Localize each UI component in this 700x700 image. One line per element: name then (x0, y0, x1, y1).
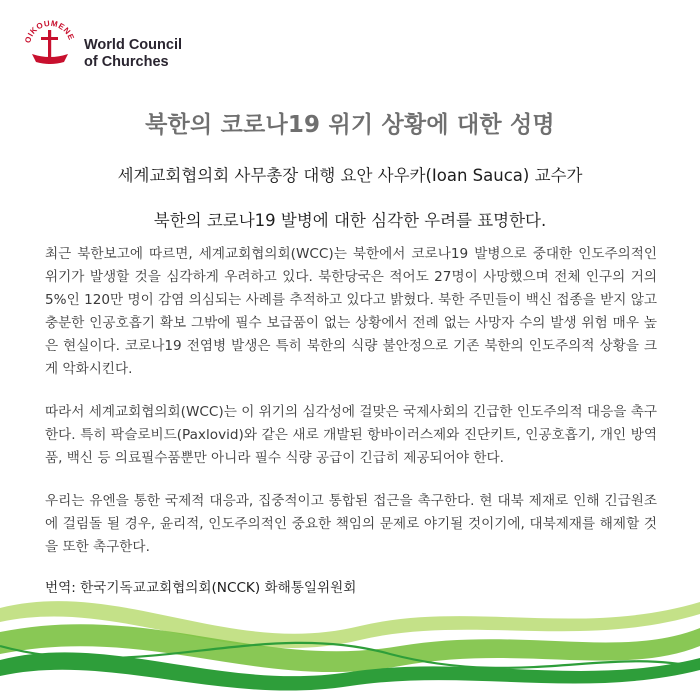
subtitle-concern: 북한의 코로나19 발병에 대한 심각한 우려를 표명한다. (153, 211, 547, 230)
subtitle-speaker: 세계교회협의회 사무총장 대행 요안 사우카(Ioan Sauca) 교수가 (117, 166, 583, 185)
page-title: 북한의 코로나19 위기 상황에 대한 성명 (145, 112, 555, 138)
paragraph-1: 최근 북한보고에 따르면, 세계교회협의회(WCC)는 북한에서 코로나19 발병으로 중대한 인도주의적인 위기가 발생할 것을 심각하게 우려하고 있다. 북한당국은 적어도 27명이 사망했으며 전체 인구의 거의 5%인 120만 명이 감염 의심되는 사례를 추적하고 있다고 밝혔다. 북한 주민들이 백신 접종을 받지 않고 충분한 인공호흡기 확보 그밖에 필수 보급품이 없는 상황에서 전례 없는 사망자 수의 발생 위험 매우 높은 현실이다. 코로나19 전염병 발생은 특히 북한의 식량 불안정으로 기존 북한의 인도주의적 상황을 크게 악화시킨다. (45, 246, 657, 377)
oikoumene-boat-cross-icon (22, 16, 78, 72)
svg-text:OIKOUMENE: OIKOUMENE (23, 18, 76, 45)
translation-credit: 번역: 한국기독교교회협의회(NCCK) 화해통일위원회 (45, 580, 357, 596)
statement-body (45, 243, 657, 579)
org-name-line2: of Churches (84, 54, 169, 70)
decorative-green-waves (0, 588, 700, 700)
org-name-line1: World Council (84, 37, 183, 53)
org-name (84, 37, 182, 71)
wcc-logo (22, 16, 182, 76)
paragraph-2: 따라서 세계교회협의회(WCC)는 이 위기의 심각성에 걸맞은 국제사회의 긴급한 인도주의적 대응을 촉구한다. 특히 팍슬로비드(Paxlovid)와 같은 새로 개발된 항바이러스제와 진단키트, 인공호흡기, 개인 방역품, 백신 등 의료필수품뿐만 아니라 필수 식량 공급이 긴급히 제공되어야 한다. (45, 404, 657, 466)
paragraph-3: 우리는 유엔을 통한 국제적 대응과, 집중적이고 통합된 접근을 촉구한다. 현 대북 제재로 인해 긴급원조에 걸림돌 될 경우, 윤리적, 인도주의적인 중요한 책임의 문제로 야기될 것이기에, 대북제재를 해제할 것을 또한 촉구한다. (45, 493, 657, 555)
